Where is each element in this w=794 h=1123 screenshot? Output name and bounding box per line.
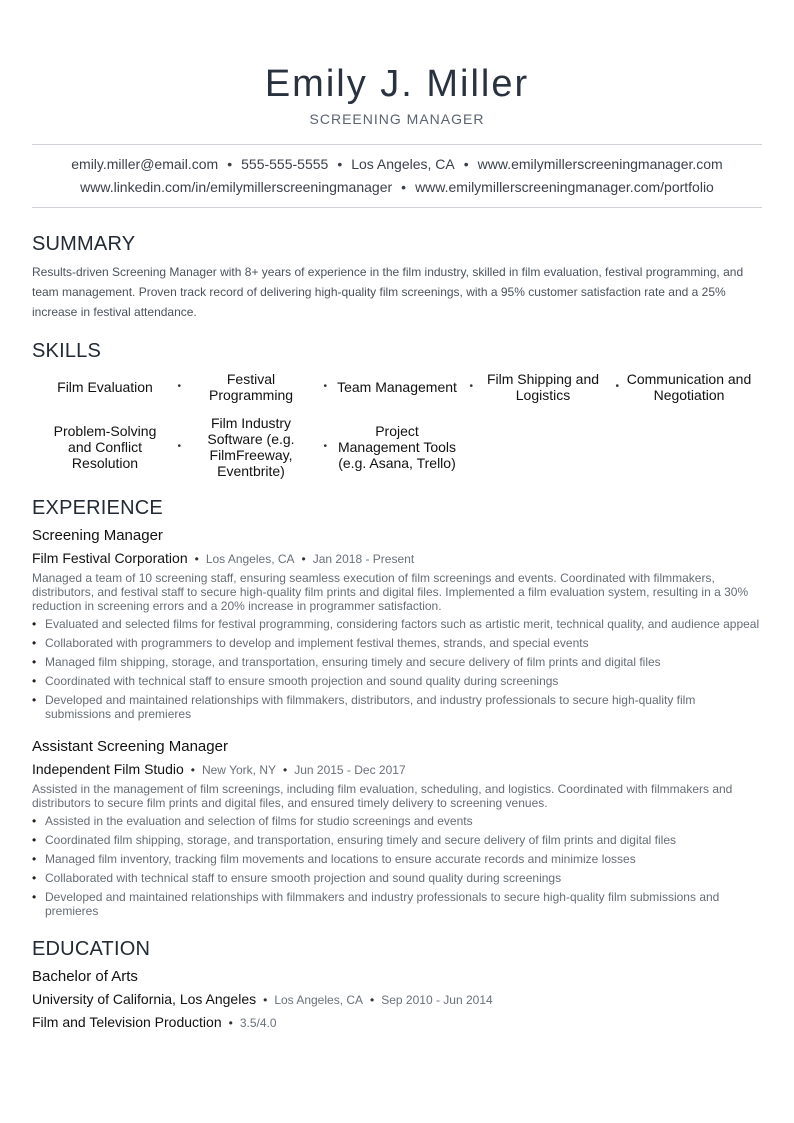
contact-line-1 bbox=[32, 153, 762, 176]
job-meta bbox=[32, 548, 762, 569]
skills-heading: SKILLS bbox=[32, 340, 102, 362]
separator-dot: • bbox=[177, 381, 181, 392]
contact-bar bbox=[32, 144, 762, 208]
skill-item bbox=[616, 371, 762, 403]
separator-dot: • bbox=[190, 763, 195, 777]
list-item: • Coordinated with technical staff to ensure smooth projection and sound quality during screenings bbox=[32, 674, 762, 688]
job-location: Los Angeles, CA bbox=[205, 552, 295, 566]
separator-dot: • bbox=[228, 1016, 233, 1030]
experience-section bbox=[32, 497, 762, 918]
skill-item bbox=[470, 371, 619, 403]
experience-heading: EXPERIENCE bbox=[32, 497, 163, 519]
summary-heading: SUMMARY bbox=[32, 233, 136, 255]
job-role: Screening Manager bbox=[32, 527, 163, 544]
job-dates: Jan 2018 - Present bbox=[312, 552, 415, 566]
separator-dot: • bbox=[177, 441, 181, 452]
education-degree: Bachelor of Arts bbox=[32, 968, 138, 985]
separator-dot: • bbox=[323, 381, 327, 392]
job-meta bbox=[32, 759, 762, 780]
separator-dot: • bbox=[337, 156, 343, 172]
contact-line-2 bbox=[32, 176, 762, 199]
list-item: • Collaborated with programmers to develop and implement festival themes, strands, and special events bbox=[32, 636, 762, 650]
skill-label: Film Evaluation bbox=[57, 379, 153, 395]
skill-item bbox=[324, 415, 470, 479]
list-item: • Evaluated and selected films for festival programming, considering factors such as artistic merit, technical quality, and audience appeal bbox=[32, 617, 762, 631]
contact-linkedin[interactable]: www.linkedin.com/in/emilymillerscreeningmanager bbox=[80, 179, 393, 195]
separator-dot: • bbox=[615, 381, 619, 392]
job-bullets bbox=[32, 617, 762, 721]
education-school: University of California, Los Angeles bbox=[32, 991, 257, 1007]
list-item: • Coordinated film shipping, storage, and transportation, ensuring timely and secure delivery of film prints and digital files bbox=[32, 833, 762, 847]
skills-section bbox=[32, 340, 762, 491]
education-major-line bbox=[32, 1012, 762, 1033]
skill-label: Project Management Tools (e.g. Asana, Trello) bbox=[337, 423, 457, 471]
contact-website[interactable]: www.emilymillerscreeningmanager.com bbox=[477, 156, 723, 172]
summary-text: Results-driven Screening Manager with 8+ years of experience in the film industry, skilled in film evaluation, festival programming, and team management. Proven track record of delivering high-quality film screenings, with a 95% customer satisfaction rate and a 25% increase in festival attendance. bbox=[32, 265, 744, 319]
separator-dot: • bbox=[301, 552, 306, 566]
skill-item bbox=[178, 371, 327, 403]
skill-label: Communication and Negotiation bbox=[626, 371, 752, 403]
separator-dot: • bbox=[370, 993, 375, 1007]
education-meta bbox=[32, 989, 762, 1010]
job-location: New York, NY bbox=[201, 763, 277, 777]
contact-phone: 555-555-5555 bbox=[241, 156, 329, 172]
separator-dot: • bbox=[469, 381, 473, 392]
skill-item bbox=[324, 371, 473, 403]
job-company: Film Festival Corporation bbox=[32, 550, 188, 566]
skill-item bbox=[178, 415, 327, 479]
list-item: • Managed film inventory, tracking film movements and locations to ensure accurate records and minimize losses bbox=[32, 852, 762, 866]
skill-label: Film Shipping and Logistics bbox=[486, 371, 600, 403]
candidate-name: Emily J. Miller bbox=[264, 63, 530, 105]
skills-grid bbox=[32, 371, 762, 491]
list-item: • Managed film shipping, storage, and transportation, ensuring timely and secure delivery of film prints and digital files bbox=[32, 655, 762, 669]
separator-dot: • bbox=[401, 179, 407, 195]
skill-label: Problem-Solving and Conflict Resolution bbox=[53, 423, 157, 471]
skill-item bbox=[32, 415, 181, 479]
separator-dot: • bbox=[283, 763, 288, 777]
list-item: • Collaborated with technical staff to ensure smooth projection and sound quality during screenings bbox=[32, 871, 762, 885]
education-dates: Sep 2010 - Jun 2014 bbox=[381, 993, 493, 1007]
education-heading: EDUCATION bbox=[32, 938, 151, 960]
job-entry bbox=[32, 737, 762, 918]
job-dates: Jun 2015 - Dec 2017 bbox=[294, 763, 406, 777]
contact-email[interactable]: emily.miller@email.com bbox=[71, 156, 219, 172]
job-role: Assistant Screening Manager bbox=[32, 738, 228, 755]
list-item: • Developed and maintained relationships with filmmakers and industry professionals to secure high-quality film submissions and premieres bbox=[32, 890, 762, 918]
job-description: Assisted in the management of film screenings, including film evaluation, scheduling, and logistics. Coordinated with filmmakers and distributors to secure film prints and digital files, and ensured timely delivery to screening venues. bbox=[32, 782, 733, 810]
separator-dot: • bbox=[194, 552, 199, 566]
skill-label: Film Industry Software (e.g. FilmFreeway, Eventbrite) bbox=[207, 415, 295, 479]
separator-dot: • bbox=[227, 156, 233, 172]
candidate-title: SCREENING MANAGER bbox=[309, 111, 485, 127]
separator-dot: • bbox=[263, 993, 268, 1007]
separator-dot: • bbox=[323, 441, 327, 452]
contact-portfolio[interactable]: www.emilymillerscreeningmanager.com/portfolio bbox=[415, 179, 714, 195]
contact-location: Los Angeles, CA bbox=[351, 156, 455, 172]
job-entry bbox=[32, 526, 762, 721]
skill-label: Festival Programming bbox=[208, 371, 294, 403]
separator-dot: • bbox=[463, 156, 469, 172]
job-description: Managed a team of 10 screening staff, ensuring seamless execution of film screenings and events. Coordinated with filmmakers, distributors, and festival staff to secure high-quality film prints and digital files. Implemented a film evaluation system, resulting in a 30% reduction in screening errors and a 20% increase in programmer satisfaction. bbox=[32, 571, 749, 613]
job-bullets bbox=[32, 814, 762, 918]
skill-item bbox=[32, 371, 181, 403]
list-item: • Developed and maintained relationships with filmmakers, distributors, and industry professionals to secure high-quality film submissions and premieres bbox=[32, 693, 762, 721]
skill-label: Team Management bbox=[337, 379, 457, 395]
education-section bbox=[32, 938, 762, 1033]
education-major: Film and Television Production bbox=[32, 1014, 222, 1030]
list-item: • Assisted in the evaluation and selection of films for studio screenings and events bbox=[32, 814, 762, 828]
education-location: Los Angeles, CA bbox=[274, 993, 364, 1007]
summary-section bbox=[32, 233, 762, 322]
job-company: Independent Film Studio bbox=[32, 761, 184, 777]
education-gpa: 3.5/4.0 bbox=[239, 1016, 277, 1030]
